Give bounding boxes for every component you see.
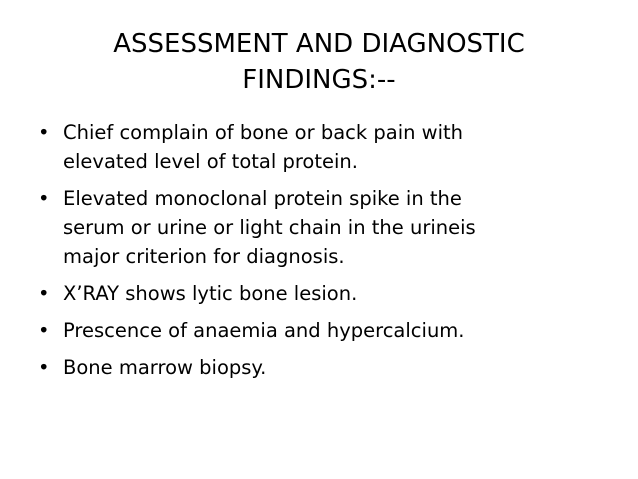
slide-title bbox=[40, 26, 598, 98]
bullet-text-line: serum or urine or light chain in the urineis bbox=[63, 216, 476, 239]
bullet-list bbox=[38, 118, 598, 390]
bullet-item-monoclonal-protein bbox=[38, 184, 598, 271]
bullet-text-line: Bone marrow biopsy. bbox=[63, 356, 267, 379]
bullet-text-line: major criterion for diagnosis. bbox=[63, 245, 345, 268]
bullet-icon: • bbox=[38, 282, 50, 305]
bullet-item-anaemia bbox=[38, 316, 598, 345]
bullet-item-chief-complaint bbox=[38, 118, 598, 176]
bullet-item-biopsy bbox=[38, 353, 598, 382]
bullet-text-line: elevated level of total protein. bbox=[63, 150, 358, 173]
bullet-icon: • bbox=[38, 121, 50, 144]
bullet-text-line: Prescence of anaemia and hypercalcium. bbox=[63, 319, 465, 342]
bullet-icon: • bbox=[38, 319, 50, 342]
bullet-text-line: X’RAY shows lytic bone lesion. bbox=[63, 282, 358, 305]
bullet-text bbox=[63, 353, 598, 382]
bullet-text bbox=[63, 316, 598, 345]
bullet-text-line: Chief complain of bone or back pain with bbox=[63, 121, 464, 144]
bullet-icon: • bbox=[38, 187, 50, 210]
bullet-text bbox=[63, 184, 598, 271]
slide-title-line-1: ASSESSMENT AND DIAGNOSTIC bbox=[113, 29, 525, 59]
bullet-item-xray bbox=[38, 279, 598, 308]
bullet-text bbox=[63, 279, 598, 308]
bullet-text bbox=[63, 118, 598, 176]
bullet-text-line: Elevated monoclonal protein spike in the bbox=[63, 187, 462, 210]
bullet-icon: • bbox=[38, 356, 50, 379]
slide-title-line-2: FINDINGS:-- bbox=[242, 65, 396, 95]
